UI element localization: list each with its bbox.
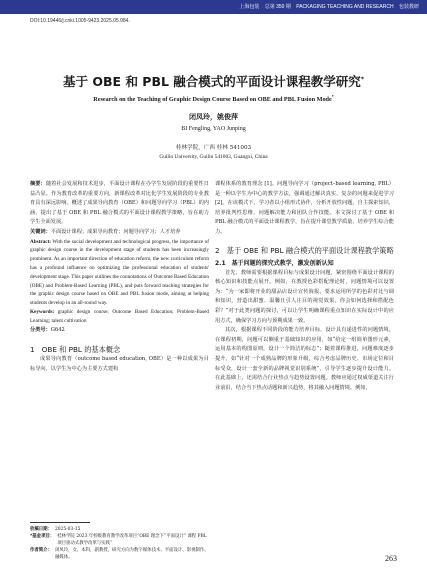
keywords-en-text: graphic design course; Outcome Based Education; Problem-Based Learning; talent cultivation [30,308,210,324]
subsection-2-1-heading: 2.1 基于问题的探究式教学，激发创新认知 [215,259,334,267]
body-paragraph-2: 首先，教师需要根据课程目标与成果设计问题，紧密围绕平面设计课程的核心知识和技能点展开。例如，在教授色彩搭配理论时，问题情境可以设置为：“为一家即将开业的甜品店设计宣传海报，要求运用所学的色彩对比与调和知识，营造出甜蜜、温馨且引人注目的视觉效果，你会如何选择和搭配色彩？”对于此类问题的探讨，可以让学生明确课程重点知识在实际设计中的应用方式，确保学习方向与预期成果一致。 [215,269,394,324]
title-zh-text: 基于 OBE 和 PBL 融合模式的平面设计课程教学研究 [63,74,361,89]
body-paragraph-3: 其次，根据课程不同阶段的能力培养目标，设计具有递进性的问题情境。在课程初期，问题可以侧重于基础知识的应用，如“给定一组简单图形元素，运用基本的构图原则，设计一个简洁的标志”；随着课程推进，问题难度逐步提升，如“针对一个成熟品牌的形象升级，综合考虑品牌历史、市场定位和目标受众，设计一套全新的品牌视觉识别系统”，引导学生逐步提升设计能力。在此基础上，还需结合行业热点与趋势设置问题。教师应通过权威渠道关注行业前沿，结合当下热点话题和新兴趋势，将其融入问题情境。例如， [215,327,394,391]
footnote-received [30,526,209,533]
authors-zh: 闭凤玲，姚俊萍 [189,113,238,121]
abstract-zh [30,180,209,228]
title-zh-footnote-mark: * [360,75,364,83]
abstract-zh-label: 摘要： [30,181,46,187]
fund-label: *基金项目： [30,534,55,539]
keywords-en [30,308,209,326]
left-column [30,180,209,374]
title-en [0,94,427,103]
bio-text: 闭凤玲，女，本科，副教授，研究方向为数字媒体技术、平面设计、影视制作、融媒体。 [54,548,209,560]
abstract-en-label: Abstract: [30,238,52,245]
authors-en: BI Fengling, YAO Junping [181,126,246,132]
page-number: 263 [385,554,397,563]
section-2-heading: 2 基于 OBE 和 PBL 融合模式的平面设计课程教学策略 [215,245,394,255]
keywords-zh-text: 平面设计课程；成果导向教育；问题导向学习；人才培养 [50,228,181,235]
section-name: 包装教研 [398,4,419,10]
abstract-zh-text: 随着社会发展和技术进步，平面设计课程在办学生发展阶段的重要性日益凸显。作为教育改革的重要方向，新课程改革对比化学生发展阶段的专业教育具有深远影响。概述了成果导向教育（OBE）和问题导向学习（PBL）的内涵，提出了基于 OBE 和 PBL 融合模式的平面设计课程教学策略，旨在助力学生全面发展。 [30,181,209,226]
received-date: 2025-03-15 [54,527,81,532]
title-zh [0,72,427,90]
issue-number: 总第 350 期 [264,4,291,10]
journal-name-en: PACKAGING TEACHING AND RESEARCH [296,4,394,10]
body-paragraph-1: 课程体系的教育理念 [1]。问题导向学习（project–based learning, PBL）是一种以学生为中心的教学方法，强调通过解决真实、复杂的问题来促进学习 [2]。在该模式下，学习者以小组形式协作，分析开放性问题，自主探索知识，培养批判性思维、问题解决能力和团队合作技能。本文探讨了基于 OBE 和 PBL 融合模式的平面设计课程教学，旨在提升课堂教学质量，培养学生综合能力。 [215,181,394,235]
bio-label: 作者简介： [30,548,52,553]
affiliation-zh: 桂林学院，广西 桂林 541003 [175,145,252,151]
footnote-fund [30,533,209,547]
keywords-zh [30,228,209,238]
section-1-paragraph: 成果导向教育（outcome based education, OBE）是一种以成果为目标导向、以学生为中心为主要方式建构 [30,356,209,372]
affiliation-en: Guilin University, Guilin 541003, Guangxi, China [159,154,268,160]
section-1-heading: 1 OBE 和 PBL 的基本概念 [30,345,121,355]
keywords-zh-label: 关键词： [30,228,51,235]
keywords-en-label: Keywords: [30,308,55,315]
journal-name-zh: 上海包装 [239,4,260,10]
doi-line[interactable]: DOI:10.19446/j.cnki.1005-9423.2025.05.084. [30,18,130,24]
title-en-footnote-mark: * [331,94,334,99]
title-en-text: Research on the Teaching of Graphic Design Course Based on OBE and PBL Fusion Mode [93,96,332,104]
right-column [215,180,394,393]
fund-text: 桂林学院 2023 年校级教育教学改革项目“OBE 理念下“平面设计” 课程 PBL 项目驱动式教学改革与实践” [57,534,207,546]
classification-code: G642 [50,326,65,333]
abstract-en [30,238,209,308]
abstract-en-text: With the social development and technological progress, the importance of graphic design course in the development stage of students has been increasingly prominent. As an important direction of education reform, the new curriculum reform has a profound influence on optimizing the professional education of students' development stage. This paper outlines the connotations of Outcome Based Education (OBE) and Problem-Based Learning (PBL), and puts forward teaching strategies for the graphic design course based on OBE and PBL fusion mode, aiming at helping students develop in an all-round way. [30,238,209,307]
received-label: 收稿日期： [30,527,52,532]
classification [30,326,209,336]
classification-label: 分类号： [30,326,51,333]
footnote-bio [30,547,209,561]
footnote-divider [30,522,90,523]
journal-header-bar [0,0,427,14]
footnote [30,526,209,561]
